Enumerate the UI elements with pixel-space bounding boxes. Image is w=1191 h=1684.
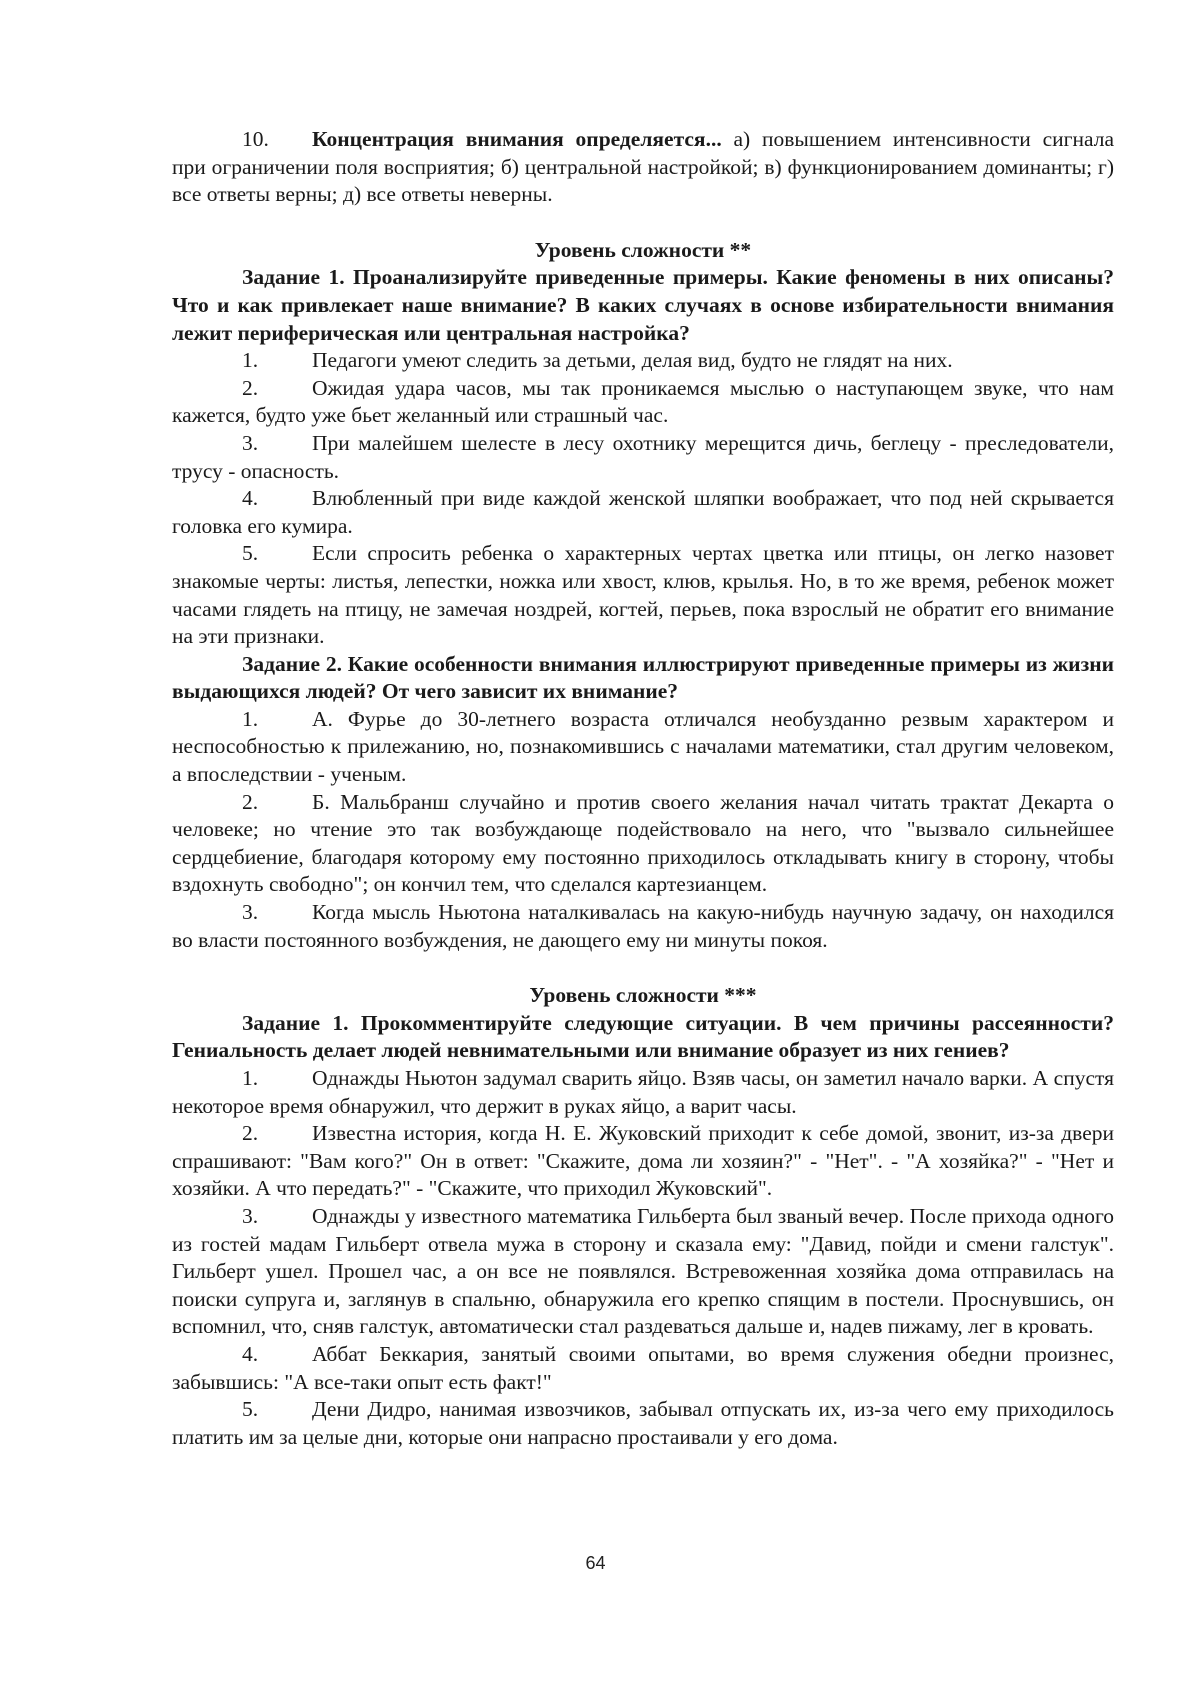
list-item [172,706,1114,789]
list-item [172,1396,1114,1451]
item-number: 4. [242,486,259,511]
level-3-task-1-title: Задание 1. Прокомментируйте следующие ситуации. В чем причины рассеянности? Гениальность делает людей невнимательными или внимание образует из них гениев? [172,1010,1114,1063]
spacer [172,209,1114,237]
document-page [172,126,1114,1451]
list-item [172,430,1114,485]
item-number: 1. [242,348,259,373]
list-item [172,540,1114,650]
question-10-options: а) повышением интенсивности сигнала при ограничении поля восприятия; б) центральной настройкой; в) функционированием доминанты; г) все ответы верны; д) все ответы неверны. [172,127,1114,207]
item-number: 2. [242,789,259,814]
item-number: 3. [242,430,259,455]
list-item [172,347,1114,375]
spacer [172,954,1114,982]
item-text: А. Фурье до 30-летнего возраста отличался необузданно резвым характером и неспособностью к прилежанию, но, познакомившись с началами математики, стал другим человеком, а впоследствии - ученым. [172,706,1114,787]
page-number: 64 [585,1553,606,1573]
difficulty-level-2-title: Уровень сложности ** [534,237,752,262]
item-number: 1. [242,1066,259,1090]
item-text: Когда мысль Ньютона наталкивалась на какую-нибудь научную задачу, он находился во власти постоянного возбуждения, не дающего ему ни минуты покоя. [172,900,1114,952]
item-text: При малейшем шелесте в лесу охотнику мерещится дичь, беглецу - преследователи, трусу - опасность. [172,430,1114,483]
list-item [172,1341,1114,1396]
item-number: 3. [242,900,259,925]
question-10 [172,126,1114,209]
item-number: 5. [242,541,259,566]
item-number: 2. [242,1121,259,1146]
item-number: 10. [242,127,269,151]
item-number: 4. [242,1341,259,1366]
difficulty-level-3-title: Уровень сложности *** [529,983,757,1008]
item-text: Аббат Беккария, занятый своими опытами, во время служения обедни произнес, забывшись: "А все-таки опыт есть факт!" [172,1341,1114,1394]
item-text: Б. Мальбранш случайно и против своего желания начал читать трактат Декарта о человеке; но чтение это так возбуждающе подействовало на него, что "вызвало сильнейшее сердцебиение, благодаря которому ему постоянно приходилось откладывать книгу в сторону, чтобы вздохнуть свободно"; он кончил тем, что сделался картезианцем. [172,789,1114,897]
item-number: 5. [242,1397,259,1422]
list-item [172,1065,1114,1120]
item-text: Если спросить ребенка о характерных чертах цветка или птицы, он легко назовет знакомые черты: листья, лепестки, ножка или хвост, клюв, крылья. Но, в то же время, ребенок может часами глядеть на птицу, не замечая ноздрей, когтей, перьев, пока взрослый не обратит его внимание на эти признаки. [172,541,1114,649]
item-text: Дени Дидро, нанимая извозчиков, забывал отпускать их, из-за чего ему приходилось платить им за целые дни, которые они напрасно простаивали у его дома. [172,1397,1114,1449]
level-2-task-2-title: Задание 2. Какие особенности внимания иллюстрируют приведенные примеры из жизни выдающихся людей? От чего зависит их внимание? [172,651,1114,704]
list-item [172,375,1114,430]
item-text: Педагоги умеют следить за детьми, делая вид, будто не глядят на них. [312,348,953,373]
item-number: 2. [242,375,259,400]
list-item [172,789,1114,899]
question-10-title: Концентрация внимания определяется... [312,127,722,151]
list-item [172,1203,1114,1341]
item-text: Ожидая удара часов, мы так проникаемся мыслью о наступающем звуке, что нам кажется, будто уже бьет желанный или страшный час. [172,375,1114,428]
item-number: 1. [242,706,259,731]
item-text: Однажды Ньютон задумал сварить яйцо. Взяв часы, он заметил начало варки. А спустя некоторое время обнаружил, что держит в руках яйцо, а варит часы. [172,1066,1114,1118]
item-number: 3. [242,1203,259,1228]
item-text: Однажды у известного математика Гильберта был званый вечер. После прихода одного из гостей мадам Гильберт отвела мужа в сторону и сказала ему: "Давид, пойди и смени галстук". Гильберт ушел. Прошел час, а он все не появлялся. Встревоженная хозяйка дома отправилась на поиски супруга и, заглянув в спальню, обнаружила его крепко спящим в постели. Проснувшись, он вспомнил, что, сняв галстук, автоматически стал раздеваться дальше и, надев пижаму, лег в кровать. [172,1203,1114,1339]
level-2-task-1-title: Задание 1. Проанализируйте приведенные примеры. Какие феномены в них описаны? Что и как привлекает наше внимание? В каких случаях в основе избирательности внимания лежит периферическая или центральная настройка? [172,265,1114,345]
list-item [172,1120,1114,1203]
list-item [172,485,1114,540]
item-text: Влюбленный при виде каждой женской шляпки воображает, что под ней скрывается головка его кумира. [172,486,1114,538]
item-text: Известна история, когда Н. Е. Жуковский приходит к себе домой, звонит, из-за двери спрашивают: "Вам кого?" Он в ответ: "Скажите, дома ли хозяин?" - "Нет". - "А хозяйка?" - "Нет и хозяйки. А что передать?" - "Скажите, что приходил Жуковский". [172,1121,1114,1201]
list-item [172,899,1114,954]
